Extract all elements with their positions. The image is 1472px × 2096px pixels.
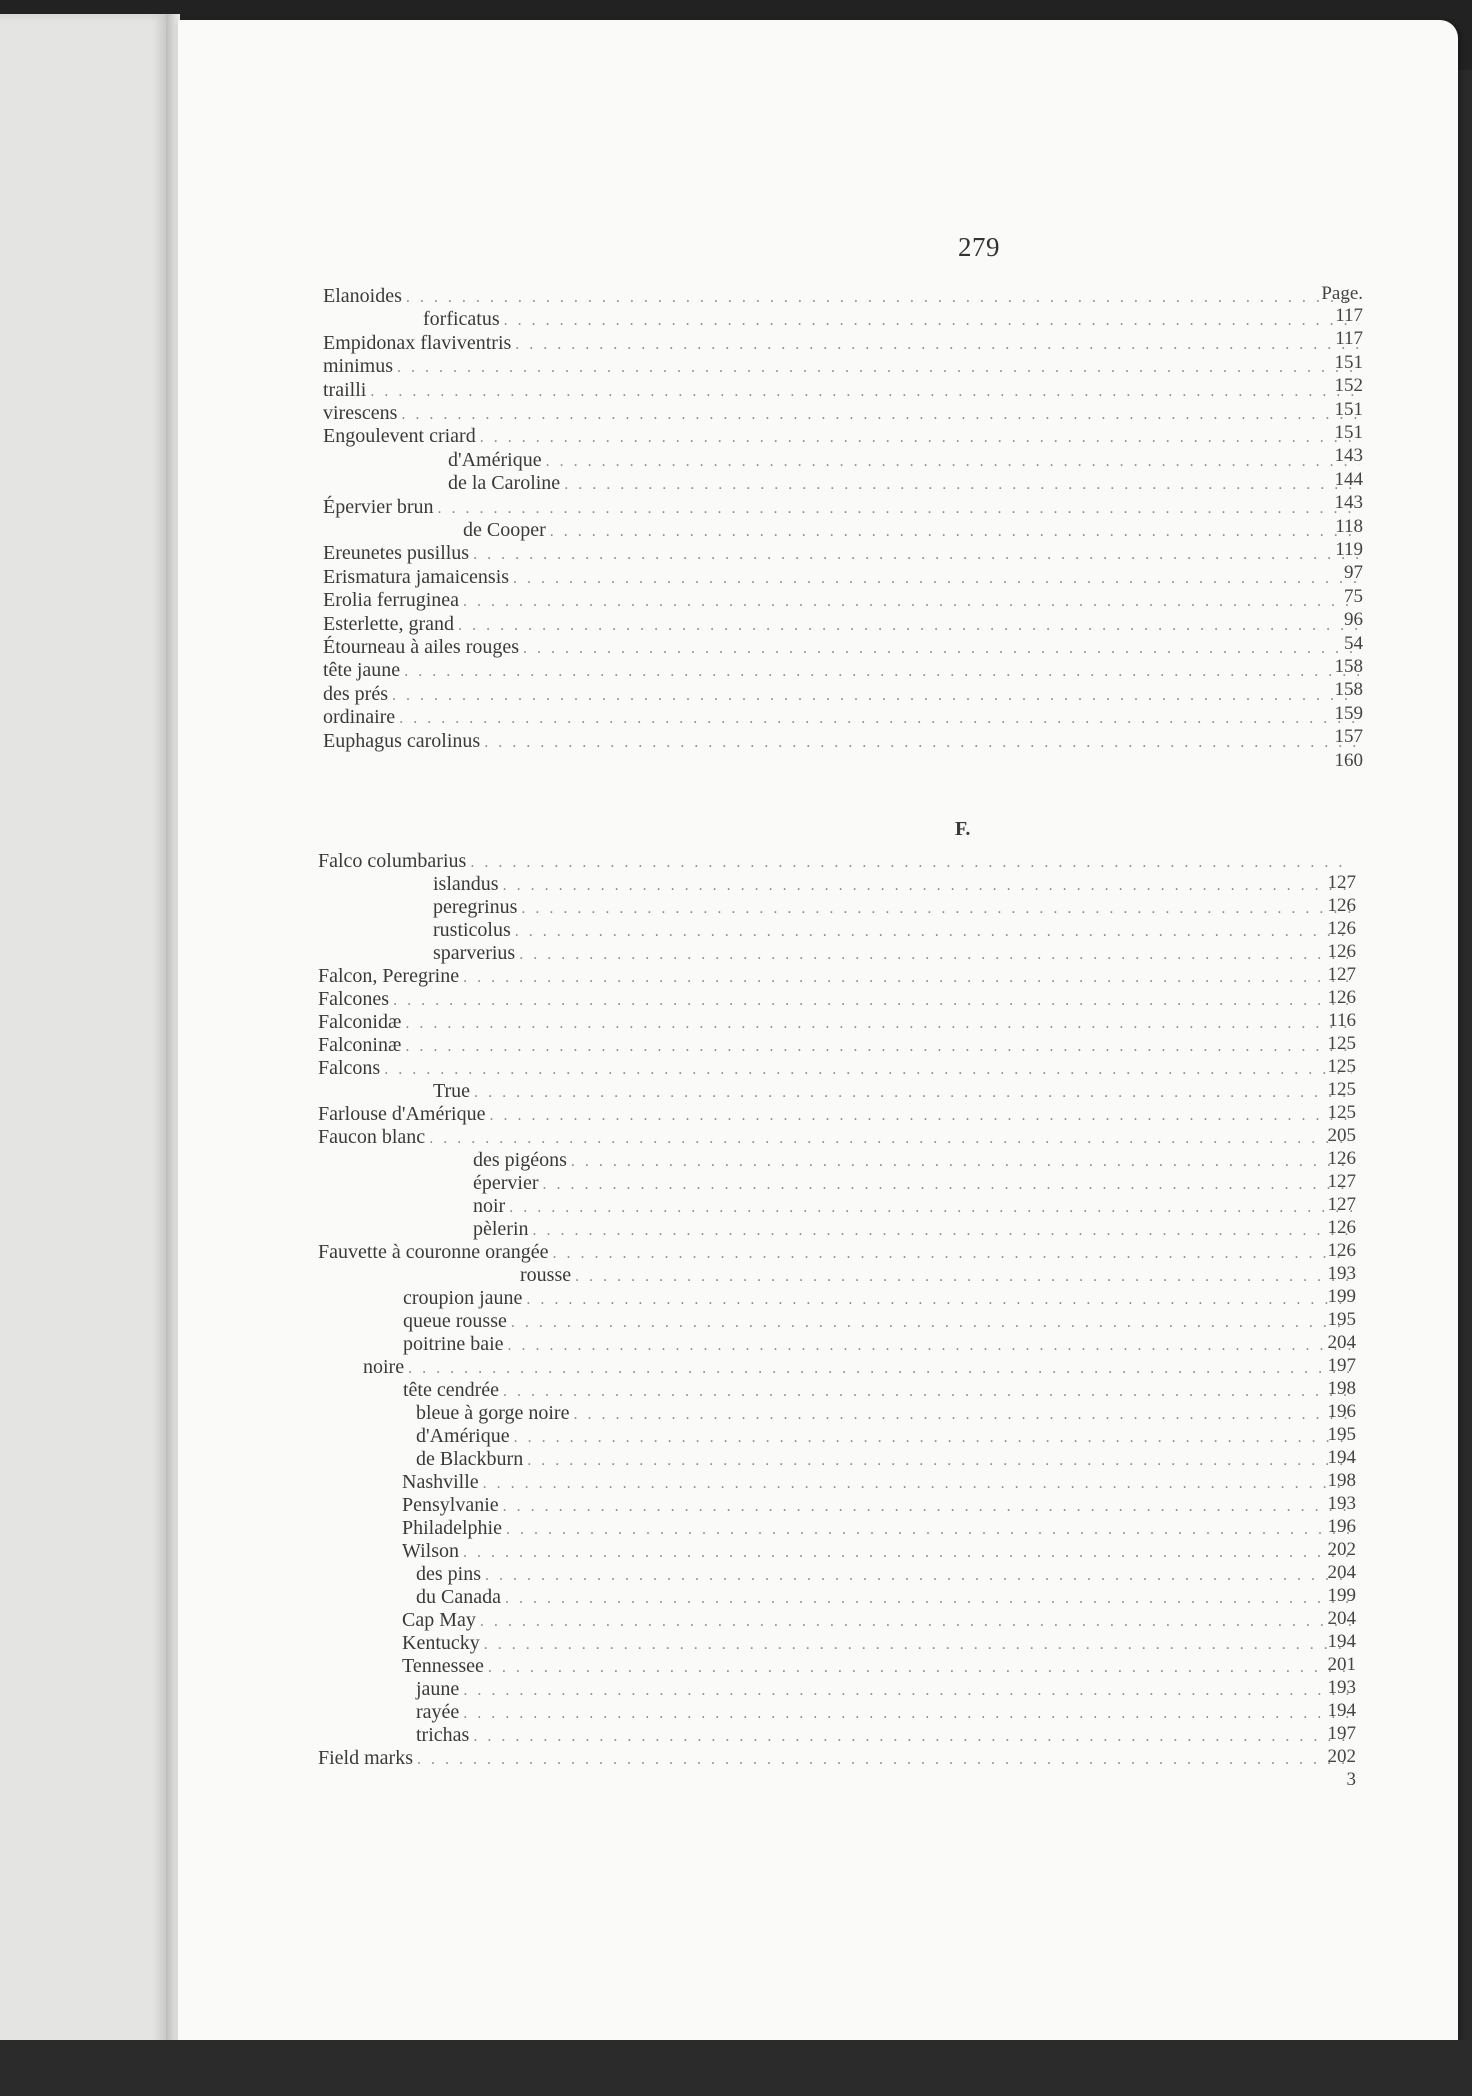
dot-leader (406, 289, 1359, 307)
page-ref: 157 (1334, 726, 1363, 748)
dot-leader (526, 1291, 1352, 1309)
dot-leader (508, 1337, 1352, 1355)
page-ref: 54 (1344, 632, 1363, 654)
index-entry (318, 988, 1356, 1011)
page-ref: 3 (1346, 1769, 1356, 1790)
page-ref: 199 (1327, 1286, 1356, 1307)
index-entry (520, 1264, 1356, 1287)
page-ref: 202 (1327, 1539, 1356, 1560)
section-letter-f: F. (955, 818, 971, 840)
dot-leader (399, 710, 1359, 728)
index-term: Euphagus carolinus (323, 729, 481, 752)
index-term: Esterlette, grand (323, 612, 455, 635)
index-entry (416, 1402, 1356, 1425)
dot-leader (550, 523, 1359, 541)
index-term: Erolia ferruginea (323, 589, 460, 612)
page-ref: 193 (1327, 1677, 1356, 1698)
index-entry (473, 1149, 1356, 1172)
index-term: d'Amérique (416, 1425, 510, 1447)
page-ref: 194 (1327, 1700, 1356, 1721)
dot-leader (429, 1130, 1352, 1148)
index-entry (402, 1494, 1356, 1517)
index-term: Elanoides (323, 285, 402, 307)
page-ref: 204 (1327, 1562, 1356, 1583)
page-ref: 126 (1327, 1240, 1356, 1261)
index-term: Wilson (402, 1540, 459, 1562)
index-term: queue rousse (403, 1310, 507, 1332)
index-term: minimus (323, 355, 394, 378)
index-entry (403, 1310, 1356, 1333)
index-term: Falcones (318, 988, 390, 1010)
page-ref: 196 (1327, 1401, 1356, 1422)
index-term: rousse (520, 1264, 572, 1286)
page-ref: 126 (1327, 1148, 1356, 1169)
dot-leader (543, 1176, 1352, 1194)
index-term: tête cendrée (403, 1379, 500, 1401)
index-entry (318, 1747, 1356, 1770)
page-ref: 204 (1327, 1608, 1356, 1629)
index-entry (318, 1241, 1356, 1264)
page-ref: 202 (1327, 1746, 1356, 1767)
dot-leader (546, 453, 1359, 471)
page-ref: 143 (1334, 492, 1363, 514)
index-term: rayée (416, 1701, 460, 1723)
dot-leader (392, 687, 1359, 705)
dot-leader (511, 1314, 1352, 1332)
index-term: Tennessee (402, 1655, 484, 1677)
index-entry (318, 1011, 1356, 1034)
page-ref: 194 (1327, 1447, 1356, 1468)
index-entry (318, 1103, 1356, 1126)
page-ref: 151 (1334, 422, 1363, 443)
dot-leader (404, 663, 1359, 681)
index-entry (433, 896, 1356, 919)
index-entry (473, 1195, 1356, 1218)
page-ref: 127 (1327, 1194, 1356, 1215)
page-ref: 117 (1335, 328, 1363, 350)
page-ref: 119 (1335, 539, 1363, 560)
dot-leader (514, 1429, 1352, 1447)
page-ref: 151 (1334, 351, 1363, 373)
index-entry (433, 919, 1356, 942)
index-entry (323, 636, 1363, 659)
index-term: Ereunetes pusillus (323, 542, 470, 565)
dot-leader (509, 1199, 1352, 1217)
index-term: peregrinus (433, 896, 518, 918)
dot-leader (485, 1567, 1352, 1585)
dot-leader (503, 1383, 1352, 1401)
index-entry (402, 1540, 1356, 1563)
index-entry (323, 683, 1363, 706)
index-term: noir (473, 1195, 506, 1217)
index-term: True (433, 1080, 471, 1102)
dot-leader (405, 1038, 1352, 1056)
index-term: de Blackburn (416, 1448, 524, 1470)
page-ref: 193 (1327, 1263, 1356, 1284)
index-entry (402, 1609, 1356, 1632)
dot-leader (397, 359, 1359, 377)
index-term: Pensylvanie (402, 1494, 499, 1516)
index-entry (318, 850, 1356, 873)
index-term: trailli (323, 378, 367, 401)
dot-leader (527, 1452, 1352, 1470)
index-term: bleue à gorge noire (416, 1402, 570, 1424)
index-term: pèlerin (473, 1218, 529, 1240)
index-term: Engoulevent criard (323, 425, 476, 448)
dot-leader (463, 1544, 1352, 1562)
dot-leader (505, 1590, 1352, 1608)
index-entry (416, 1678, 1356, 1701)
dot-leader (473, 1728, 1352, 1746)
index-entry (323, 706, 1363, 729)
index-term: islandus (433, 873, 499, 895)
dot-leader (470, 854, 1352, 872)
dot-leader (463, 1705, 1352, 1723)
dot-leader (521, 900, 1352, 918)
dot-leader (513, 570, 1359, 588)
index-entry (403, 1333, 1356, 1356)
page-ref: 201 (1327, 1654, 1356, 1675)
index-term: Field marks (318, 1747, 413, 1769)
dot-leader (573, 1406, 1352, 1424)
page-ref: 143 (1334, 445, 1363, 467)
facing-page-edge (0, 14, 168, 2064)
page-ref: 198 (1327, 1470, 1356, 1491)
dot-leader (484, 734, 1359, 752)
index-entries (178, 20, 1458, 2050)
dot-leader (393, 992, 1352, 1010)
page-column-header: Page. (1321, 283, 1363, 304)
page-ref: 127 (1327, 1171, 1356, 1192)
index-entry (318, 965, 1356, 988)
page-ref: 116 (1328, 1010, 1356, 1031)
page-ref: 204 (1327, 1332, 1356, 1353)
dot-leader (463, 969, 1352, 987)
index-term: Farlouse d'Amérique (318, 1103, 486, 1125)
index-page (178, 20, 1458, 2050)
index-entry (323, 542, 1363, 565)
index-term: Falconinæ (318, 1034, 402, 1056)
index-entry (323, 402, 1363, 425)
index-term: des pins (416, 1563, 481, 1585)
index-entry (323, 355, 1363, 378)
dot-leader (458, 617, 1359, 635)
index-term: Philadelphie (402, 1517, 502, 1539)
index-entry (323, 496, 1363, 519)
page-ref: 96 (1344, 609, 1363, 631)
page-number: 279 (958, 232, 1000, 262)
index-term: Nashville (402, 1471, 479, 1493)
index-term: du Canada (416, 1586, 501, 1608)
dot-leader (506, 1521, 1352, 1539)
index-term: sparverius (433, 942, 516, 964)
index-entry (402, 1517, 1356, 1540)
index-entry (318, 1126, 1356, 1149)
index-term: épervier (473, 1172, 539, 1194)
index-entry (323, 425, 1363, 448)
dot-leader (571, 1153, 1352, 1171)
index-term: d'Amérique (448, 448, 542, 471)
page-ref: 152 (1334, 375, 1363, 397)
page-ref: 118 (1335, 515, 1363, 537)
index-term: Erismatura jamaicensis (323, 565, 510, 588)
index-term: Falcons (318, 1057, 381, 1079)
index-term: Falco columbarius (318, 850, 467, 872)
dot-leader (401, 406, 1359, 424)
index-term: Faucon blanc (318, 1126, 426, 1148)
index-term: rusticolus (433, 919, 511, 941)
index-entry (323, 566, 1363, 589)
dot-leader (474, 1084, 1352, 1102)
dot-leader (405, 1015, 1352, 1033)
page-ref: 127 (1327, 964, 1356, 985)
dot-leader (552, 1245, 1352, 1263)
index-term: Falconidæ (318, 1011, 402, 1033)
index-term: des prés (323, 682, 388, 705)
index-entry (416, 1425, 1356, 1448)
dot-leader (480, 429, 1359, 447)
index-term: de Cooper (463, 519, 546, 541)
page-ref: 125 (1327, 1056, 1356, 1077)
page-ref: 126 (1327, 895, 1356, 916)
scan-bottom-border (0, 2040, 1472, 2096)
index-entry (416, 1586, 1356, 1609)
index-term: poitrine baie (403, 1333, 504, 1355)
index-term: trichas (416, 1724, 470, 1746)
index-term: jaune (416, 1678, 460, 1700)
dot-leader (523, 640, 1359, 658)
index-term: Empidonax flaviventris (323, 331, 512, 354)
index-entry (433, 1080, 1356, 1103)
page-ref: 126 (1327, 987, 1356, 1008)
page-ref: 159 (1334, 702, 1363, 724)
index-entry (416, 1701, 1356, 1724)
index-entry (416, 1563, 1356, 1586)
dot-leader (489, 1107, 1352, 1125)
index-entry (416, 1724, 1356, 1747)
index-term: ordinaire (323, 706, 396, 729)
dot-leader (488, 1659, 1352, 1677)
page-ref: 125 (1327, 1033, 1356, 1054)
page-ref: 125 (1327, 1079, 1356, 1100)
index-entry (473, 1218, 1356, 1241)
page-ref: 144 (1334, 468, 1363, 490)
dot-leader (408, 1360, 1352, 1378)
index-entry (423, 308, 1363, 331)
index-term: noire (363, 1356, 405, 1378)
dot-leader (504, 312, 1359, 330)
index-term: Kentucky (402, 1632, 480, 1654)
index-entry (402, 1632, 1356, 1655)
dot-leader (503, 1498, 1352, 1516)
page-ref: 196 (1327, 1516, 1356, 1537)
index-entry (403, 1287, 1356, 1310)
index-term: croupion jaune (403, 1287, 523, 1309)
dot-leader (417, 1751, 1352, 1769)
page-ref: 195 (1327, 1309, 1356, 1330)
index-term: Falcon, Peregrine (318, 965, 460, 987)
index-entry (463, 519, 1363, 542)
page-ref: 197 (1327, 1355, 1356, 1376)
index-entry (433, 873, 1356, 896)
index-entry (433, 942, 1356, 965)
page-ref: 151 (1334, 398, 1363, 420)
page-ref: 193 (1327, 1493, 1356, 1514)
index-term: des pigéons (473, 1149, 567, 1171)
index-entry (318, 1034, 1356, 1057)
dot-leader (575, 1268, 1352, 1286)
page-ref: 160 (1334, 749, 1363, 771)
index-term: de la Caroline (448, 472, 561, 495)
dot-leader (515, 923, 1352, 941)
index-entry (473, 1172, 1356, 1195)
index-term: tête jaune (323, 659, 401, 682)
page-ref: 127 (1327, 872, 1356, 893)
index-entry (402, 1655, 1356, 1678)
page-ref: 199 (1327, 1585, 1356, 1606)
index-entry (323, 730, 1363, 753)
index-term: Cap May (402, 1609, 476, 1631)
index-entry (402, 1471, 1356, 1494)
index-term: Étourneau à ailes rouges (323, 636, 520, 658)
dot-leader (503, 877, 1352, 895)
index-entry (448, 449, 1363, 472)
page-ref: 198 (1327, 1378, 1356, 1399)
dot-leader (370, 383, 1359, 401)
page-ref: 75 (1344, 585, 1363, 607)
page-ref: 205 (1327, 1125, 1356, 1146)
dot-leader (484, 1636, 1352, 1654)
index-entry (363, 1356, 1356, 1379)
dot-leader (463, 1682, 1352, 1700)
page-ref: 126 (1327, 918, 1356, 939)
dot-leader (384, 1061, 1352, 1079)
index-entry (323, 379, 1363, 402)
index-entry (323, 613, 1363, 636)
dot-leader (480, 1613, 1352, 1631)
index-entry (323, 659, 1363, 682)
index-entry (323, 589, 1363, 612)
index-entry (416, 1448, 1356, 1471)
dot-leader (438, 500, 1359, 518)
index-entry (318, 1057, 1356, 1080)
index-term: Fauvette à couronne orangée (318, 1241, 549, 1263)
dot-leader (483, 1475, 1352, 1493)
index-entry (448, 472, 1363, 495)
index-entry (323, 332, 1363, 355)
page-ref: 117 (1335, 305, 1363, 326)
index-term: virescens (323, 402, 398, 424)
dot-leader (515, 336, 1359, 354)
index-term: Épervier brun (323, 495, 434, 518)
dot-leader (533, 1222, 1352, 1240)
dot-leader (519, 946, 1352, 964)
index-entry (403, 1379, 1356, 1402)
page-ref: 194 (1327, 1631, 1356, 1652)
page-ref: 126 (1327, 1217, 1356, 1238)
page-ref: 126 (1327, 941, 1356, 962)
dot-leader (564, 476, 1359, 494)
page-ref: 125 (1327, 1102, 1356, 1123)
page-ref: 197 (1327, 1723, 1356, 1744)
index-term: forficatus (423, 308, 500, 331)
page-ref: 195 (1327, 1424, 1356, 1445)
dot-leader (473, 546, 1359, 564)
dot-leader (463, 593, 1359, 611)
page-ref: 97 (1344, 562, 1363, 584)
index-entry (323, 285, 1363, 308)
page-ref: 158 (1334, 679, 1363, 701)
page-ref: 158 (1334, 656, 1363, 677)
